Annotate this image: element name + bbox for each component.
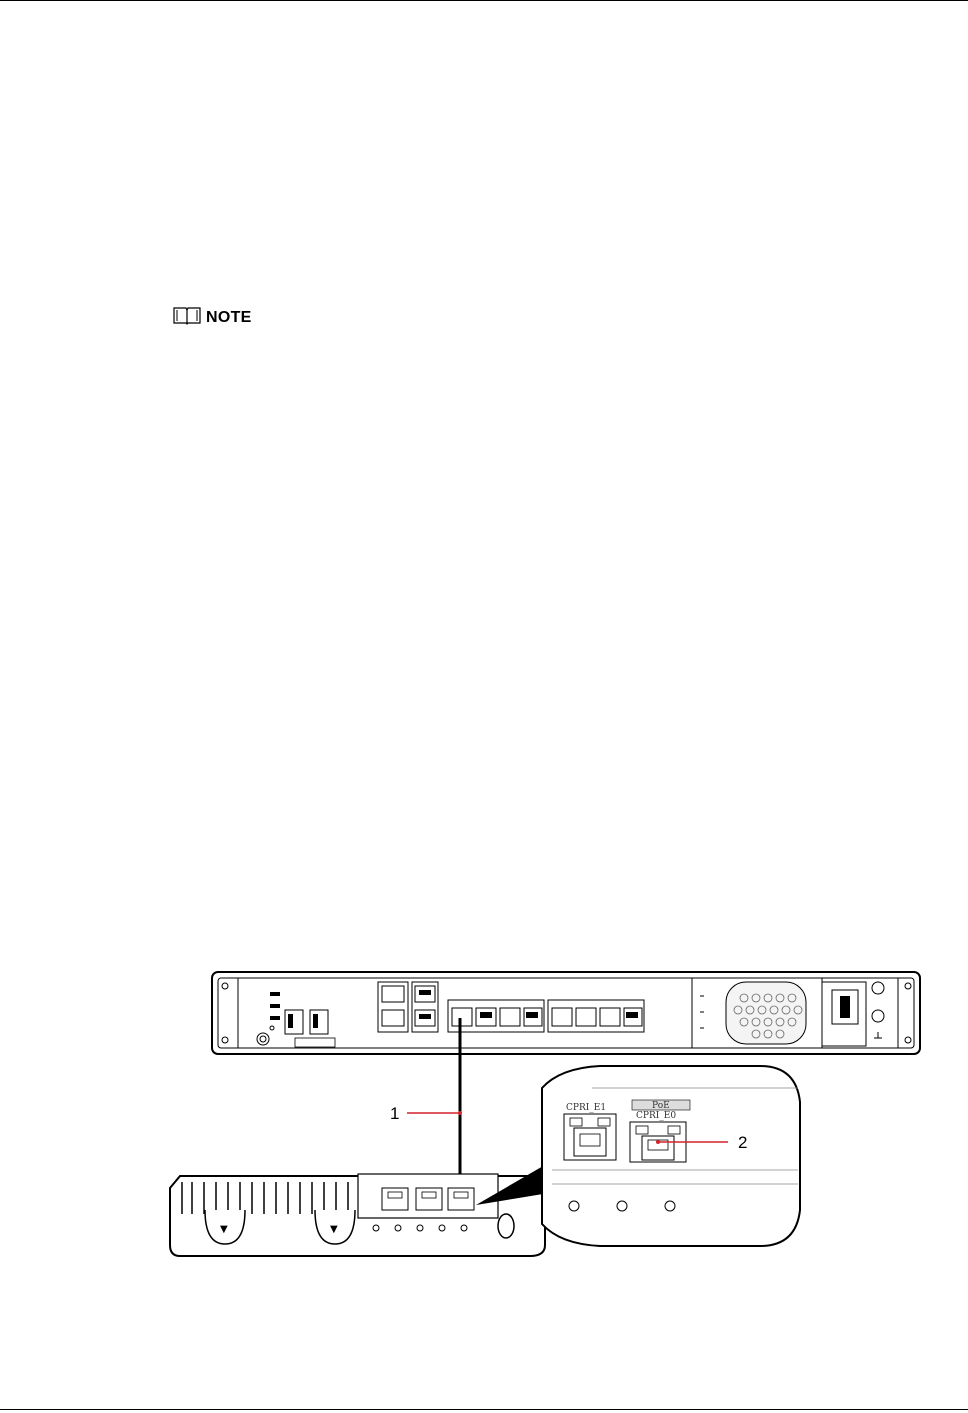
connection-diagram [160,960,930,1260]
callout-1: 1 [390,1104,400,1123]
svg-text:▼: ▼ [220,1224,228,1235]
cable-connection-figure [160,960,930,1265]
bottom-device [170,1174,545,1256]
svg-text:▼: ▼ [330,1224,338,1235]
note-label: NOTE [206,308,252,326]
book-icon [172,305,202,330]
port-label-cpri-e1: CPRI_E1 [566,1103,607,1113]
header-rule [0,0,968,1]
port-label-poe: PoE [652,1101,670,1111]
callout-2: 2 [738,1133,748,1152]
note-block [172,305,252,330]
rack-device [212,972,920,1054]
zoom-detail [542,1066,800,1246]
port-label-cpri-e0: CPRI_E0 [636,1111,677,1121]
footer-rule [0,1409,968,1410]
